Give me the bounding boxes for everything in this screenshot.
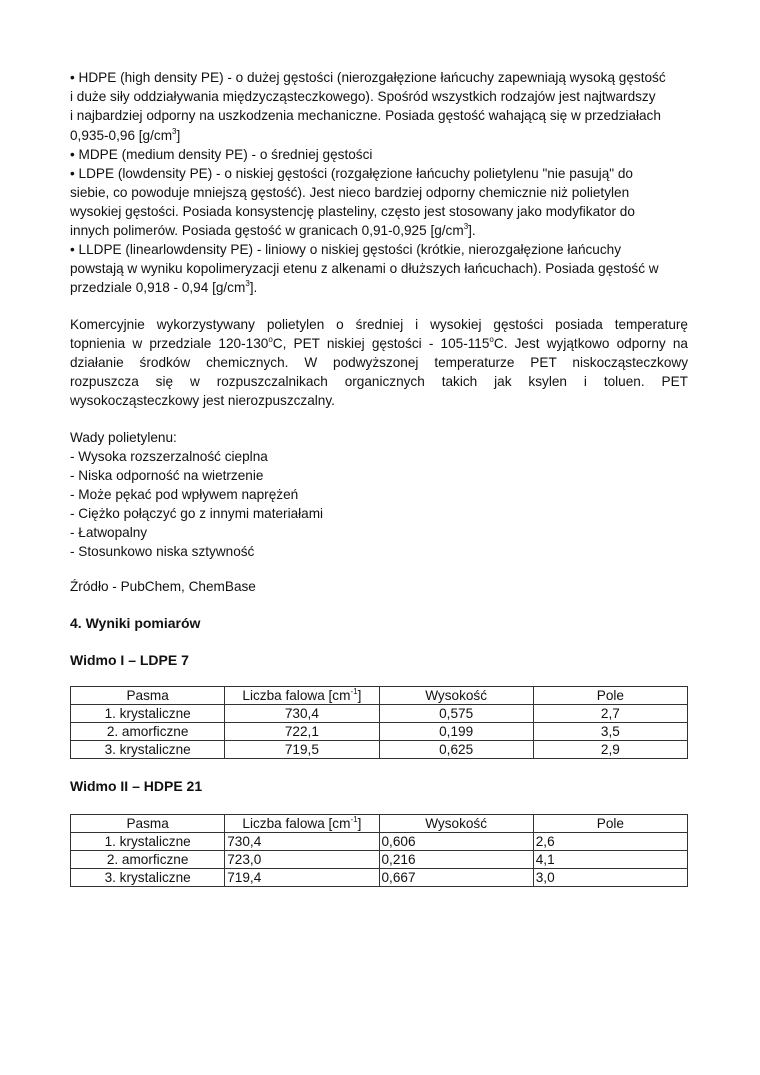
list-item: - Może pękać pod wpływem naprężeń	[70, 487, 299, 502]
text-line	[70, 278, 688, 297]
text-line: wysokocząsteczkowy jest nierozpuszczalny.	[70, 393, 335, 408]
text: 0,935-0,96 [g/cm	[70, 128, 173, 143]
superscript: o	[489, 335, 494, 344]
header-cell: Pasma	[71, 687, 225, 705]
text-line: • LDPE (lowdensity PE) - o niskiej gęstości (rozgałęzione łańcuchy polietylenu "nie pasują" do	[70, 166, 633, 181]
table-row	[71, 851, 688, 869]
cell: 2. amorficzne	[71, 723, 225, 741]
cell: 2,7	[533, 705, 687, 723]
header-cell: Pasma	[71, 815, 225, 833]
header-cell	[225, 687, 379, 705]
text-line: wysokiej gęstości. Posiada konsystencję plasteliny, często jest stosowany jako modyfikator do	[70, 204, 635, 219]
text: innych polimerów. Posiada gęstość w granicach 0,91-0,925 [g/cm	[70, 223, 464, 238]
text: C. Jest wyjątkowo odporny na	[493, 336, 688, 351]
header-cell: Wysokość	[379, 815, 533, 833]
table-ldpe	[70, 686, 688, 759]
list-item: - Wysoka rozszerzalność cieplna	[70, 449, 268, 464]
superscript: 3	[463, 222, 469, 231]
cell: 730,4	[225, 833, 379, 851]
cell: 723,0	[225, 851, 379, 869]
table-hdpe	[70, 814, 688, 887]
cell: 2,9	[533, 741, 687, 759]
text: ].	[468, 223, 476, 238]
cell: 0,575	[379, 705, 533, 723]
cell: 719,5	[225, 741, 379, 759]
table-row	[71, 869, 688, 887]
cell: 3,5	[533, 723, 687, 741]
superscript: -1	[350, 815, 358, 824]
cell: 0,667	[379, 869, 533, 887]
cell: 2,6	[533, 833, 687, 851]
text: ]	[357, 688, 362, 703]
text-line: rozpuszcza się w rozpuszczalnikach organicznych takich jak ksylen i toluen. PET	[70, 374, 688, 389]
text: ].	[249, 280, 258, 295]
text: Liczba falowa [cm	[242, 816, 351, 831]
table-row	[71, 741, 688, 759]
table-row	[71, 833, 688, 851]
header-cell: Pole	[533, 815, 687, 833]
superscript: 3	[172, 127, 177, 136]
cell: 0,199	[379, 723, 533, 741]
cell: 0,216	[379, 851, 533, 869]
text-line: siebie, co powoduje mniejszą gęstość). Jest nieco bardziej odporny chemicznie niż polietylen	[70, 185, 630, 200]
list-item: - Stosunkowo niska sztywność	[70, 544, 255, 559]
text: przedziale 0,918 - 0,94 [g/cm	[70, 280, 246, 295]
header-cell: Pole	[533, 687, 687, 705]
text-line: powstają w wyniku kopolimeryzacji etenu z alkenami o dłuższych łańcuchach). Posiada gęstość w	[70, 261, 659, 276]
header-cell	[225, 815, 379, 833]
cell: 3. krystaliczne	[71, 869, 225, 887]
text-line: • MDPE (medium density PE) - o średniej gęstości	[70, 147, 373, 162]
list-item: - Ciężko połączyć go z innymi materiałami	[70, 506, 324, 521]
cell: 4,1	[533, 851, 687, 869]
text: Liczba falowa [cm	[242, 688, 351, 703]
table-row	[71, 705, 688, 723]
text-line: i najbardziej odporny na uszkodzenia mechaniczne. Posiada gęstość wahającą się w przedziałach	[70, 108, 661, 123]
table-row	[71, 723, 688, 741]
text-line	[70, 334, 688, 353]
table2-title: Widmo II – HDPE 21	[70, 778, 203, 794]
table1-title: Widmo I – LDPE 7	[70, 652, 189, 668]
table-header-row	[71, 687, 688, 705]
text-line	[70, 221, 688, 240]
text-line	[70, 126, 688, 145]
cell: 0,625	[379, 741, 533, 759]
text-line: działanie środków chemicznych. W podwyższonej temperaturze PET niskocząsteczkowy	[70, 355, 688, 370]
cell: 1. krystaliczne	[71, 705, 225, 723]
source-note: Źródło - PubChem, ChemBase	[70, 579, 256, 594]
text-line: Komercyjnie wykorzystywany polietylen o średniej i wysokiej gęstości posiada temperaturę	[70, 317, 688, 332]
text-line: i duże siły oddziaływania międzycząsteczkowego). Spośród wszystkich rodzajów jest najtwardszy	[70, 89, 656, 104]
text-line: • LLDPE (linearlowdensity PE) - liniowy o niskiej gęstości (krótkie, nierozgałęzione łańcuchy	[70, 242, 622, 257]
superscript: -1	[350, 687, 358, 696]
text: ]	[176, 128, 181, 143]
text: ]	[357, 816, 362, 831]
cell: 3,0	[533, 869, 687, 887]
cell: 2. amorficzne	[71, 851, 225, 869]
list-item: - Łatwopalny	[70, 525, 148, 540]
cell: 730,4	[225, 705, 379, 723]
text: C, PET niskiej gęstości - 105-115	[272, 336, 490, 351]
cell: 1. krystaliczne	[71, 833, 225, 851]
cell: 722,1	[225, 723, 379, 741]
text-line: • HDPE (high density PE) - o dużej gęstości (nierozgałęzione łańcuchy zapewniają wysoką gęstość	[70, 70, 666, 85]
table-header-row	[71, 815, 688, 833]
cell: 3. krystaliczne	[71, 741, 225, 759]
cell: 0,606	[379, 833, 533, 851]
superscript: o	[268, 335, 273, 344]
cell: 719,4	[225, 869, 379, 887]
list-item: - Niska odporność na wietrzenie	[70, 468, 264, 483]
section-heading: 4. Wyniki pomiarów	[70, 615, 201, 631]
superscript: 3	[245, 279, 250, 288]
header-cell: Wysokość	[379, 687, 533, 705]
text: topnienia w przedziale 120-130	[70, 336, 269, 351]
drawbacks-title: Wady polietylenu:	[70, 430, 177, 445]
